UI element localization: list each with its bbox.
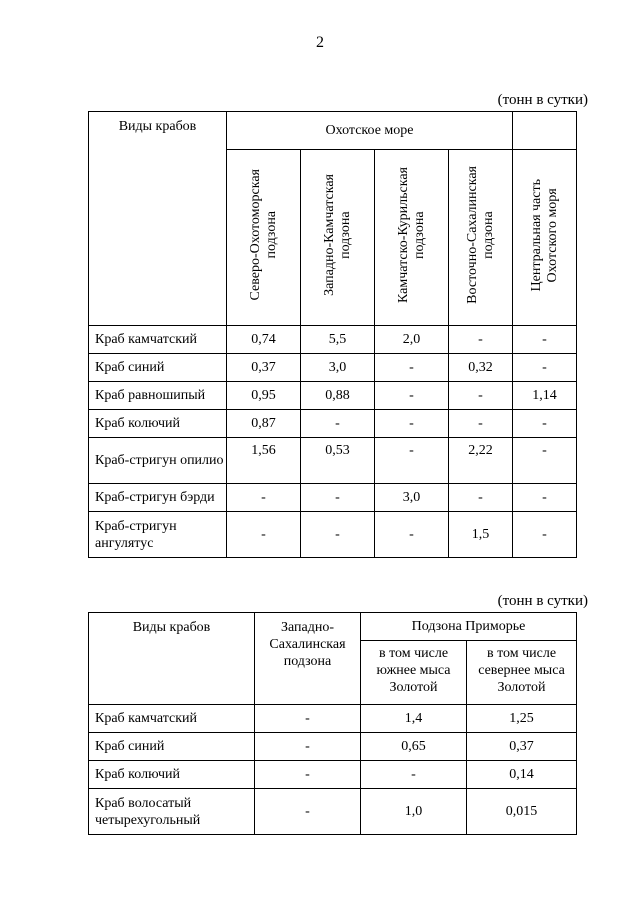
- okhotsk-sea-quota-table: [88, 111, 577, 558]
- table-row: [89, 382, 577, 410]
- table2-unit-label: (тонн в сутки): [497, 593, 588, 609]
- quota-value: -: [227, 512, 301, 558]
- quota-value: -: [513, 512, 577, 558]
- table1-unit-label: (тонн в сутки): [497, 92, 588, 108]
- page-number: 2: [316, 34, 324, 51]
- quota-value: 3,0: [301, 354, 375, 382]
- species-name: Краб синий: [89, 733, 255, 761]
- table-row: [89, 438, 577, 484]
- table-row: [89, 733, 577, 761]
- quota-value: 1,0: [361, 789, 467, 835]
- zone-header: Северо-Охотоморская подзона: [247, 169, 279, 301]
- quota-value: 0,53: [301, 438, 375, 484]
- quota-value: -: [301, 410, 375, 438]
- species-header: Виды крабов: [89, 613, 255, 705]
- quota-value: 0,87: [227, 410, 301, 438]
- primorye-header: Подзона Приморье: [361, 613, 577, 641]
- quota-value: -: [513, 438, 577, 484]
- north-of-cape-header: в том числе севернее мыса Золотой: [467, 641, 577, 705]
- quota-value: -: [449, 326, 513, 354]
- quota-value: 5,5: [301, 326, 375, 354]
- quota-value: -: [255, 789, 361, 835]
- species-name: Краб камчатский: [89, 705, 255, 733]
- quota-value: 1,14: [513, 382, 577, 410]
- quota-value: 1,5: [449, 512, 513, 558]
- quota-value: -: [375, 354, 449, 382]
- quota-value: -: [227, 484, 301, 512]
- table-row: [89, 354, 577, 382]
- table-row: [89, 789, 577, 835]
- species-name: Краб колючий: [89, 761, 255, 789]
- quota-value: -: [301, 484, 375, 512]
- table-row: [89, 512, 577, 558]
- quota-value: 1,25: [467, 705, 577, 733]
- quota-value: 2,22: [449, 438, 513, 484]
- quota-value: 0,37: [227, 354, 301, 382]
- table-row: [89, 705, 577, 733]
- quota-value: 0,95: [227, 382, 301, 410]
- quota-value: -: [375, 438, 449, 484]
- quota-value: 0,88: [301, 382, 375, 410]
- table-row: [89, 484, 577, 512]
- species-name: Краб колючий: [89, 410, 227, 438]
- quota-value: 0,74: [227, 326, 301, 354]
- quota-value: 0,65: [361, 733, 467, 761]
- quota-value: -: [255, 705, 361, 733]
- table-row: [89, 326, 577, 354]
- quota-value: 1,56: [227, 438, 301, 484]
- quota-value: -: [301, 512, 375, 558]
- quota-value: -: [513, 410, 577, 438]
- species-name: Краб равношипый: [89, 382, 227, 410]
- table-row: [89, 410, 577, 438]
- zone-header: Восточно-Сахалинская подзона: [464, 166, 496, 304]
- west-sakhalin-header: Западно-Сахалинская подзона: [255, 613, 361, 705]
- quota-value: -: [375, 512, 449, 558]
- quota-value: 0,015: [467, 789, 577, 835]
- quota-value: 0,14: [467, 761, 577, 789]
- species-name: Краб синий: [89, 354, 227, 382]
- sea-header: Охотское море: [227, 112, 513, 150]
- zone-header: Центральная часть Охотского моря: [528, 178, 560, 292]
- quota-value: -: [513, 354, 577, 382]
- quota-value: -: [513, 326, 577, 354]
- species-header: Виды крабов: [89, 112, 227, 326]
- table-row: [89, 761, 577, 789]
- quota-value: -: [255, 761, 361, 789]
- zone-header: Западно-Камчатская подзона: [321, 174, 353, 296]
- quota-value: -: [375, 410, 449, 438]
- species-name: Краб камчатский: [89, 326, 227, 354]
- quota-value: -: [449, 410, 513, 438]
- quota-value: -: [361, 761, 467, 789]
- quota-value: 3,0: [375, 484, 449, 512]
- quota-value: -: [449, 382, 513, 410]
- quota-value: 0,37: [467, 733, 577, 761]
- quota-value: -: [255, 733, 361, 761]
- quota-value: -: [375, 382, 449, 410]
- quota-value: 2,0: [375, 326, 449, 354]
- quota-value: 1,4: [361, 705, 467, 733]
- species-name: Краб-стригун бэрди: [89, 484, 227, 512]
- quota-value: -: [449, 484, 513, 512]
- species-name: Краб волосатый четырехугольный: [89, 789, 255, 835]
- species-name: Краб-стригун опилио: [89, 438, 227, 484]
- japan-sea-quota-table: [88, 612, 577, 835]
- quota-value: 0,32: [449, 354, 513, 382]
- species-name: Краб-стригун ангулятус: [89, 512, 227, 558]
- quota-value: -: [513, 484, 577, 512]
- zone-header: Камчатско-Курильская подзона: [395, 167, 427, 303]
- south-of-cape-header: в том числе южнее мыса Золотой: [361, 641, 467, 705]
